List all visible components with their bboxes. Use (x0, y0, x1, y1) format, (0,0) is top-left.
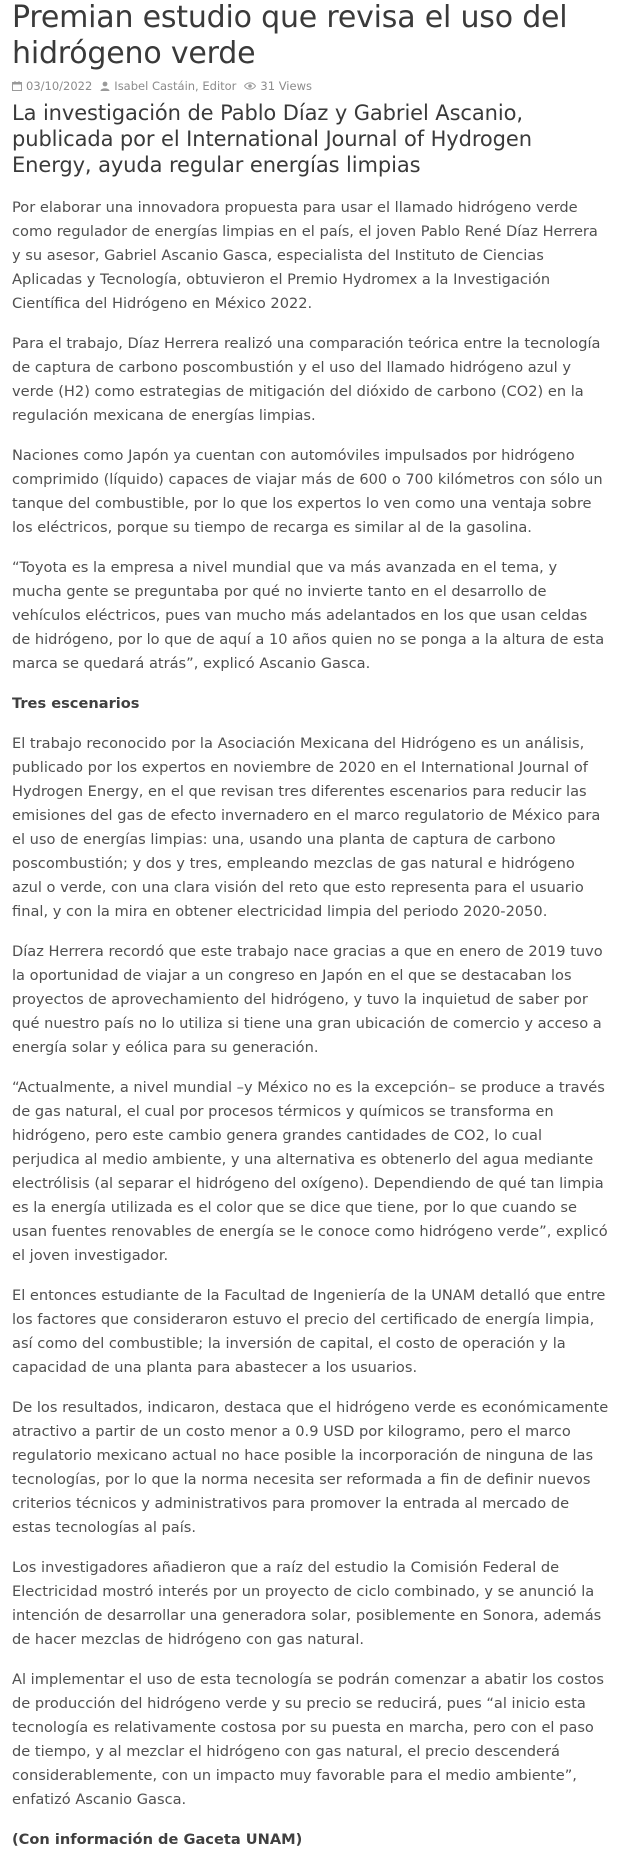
user-icon (100, 81, 110, 91)
calendar-icon (12, 81, 22, 91)
meta-author-text: Isabel Castáin, Editor (114, 79, 237, 93)
meta-views-text: 31 Views (260, 79, 312, 93)
meta-author[interactable] (100, 78, 236, 94)
paragraph: De los resultados, indicaron, destaca que el hidrógeno verde es económicamente atractivo a partir de un costo menor a 0.9 USD por kilogramo, pero el marco regulatorio mexicano actual no hace posible la incorporación de ninguna de las tecnologías, por lo que la norma necesita ser reformada a fin de definir nuevos criterios técnicos y administrativos para promover la entrada al mercado de estas tecnologías al país. (12, 1399, 609, 1536)
paragraph: Los investigadores añadieron que a raíz del estudio la Comisión Federal de Electricidad mostró interés por un proyecto de ciclo combinado, y se anunció la intención de desarrollar una generadora solar, posiblemente en Sonora, además de hacer mezclas de hidrógeno con gas natural. (12, 1559, 602, 1648)
article-meta (12, 78, 609, 94)
paragraph: Para el trabajo, Díaz Herrera realizó una comparación teórica entre la tecnología de captura de carbono poscombustión y el uso del llamado hidrógeno azul y verde (H2) como estrategias de mitigación del dióxido de carbono (CO2) en la regulación mexicana de energías limpias. (12, 335, 601, 424)
paragraph: Naciones como Japón ya cuentan con automóviles impulsados por hidrógeno comprimido (líquido) capaces de viajar más de 600 o 700 kilómetros con sólo un tanque del combustible, por lo que los expertos lo ven como una ventaja sobre los eléctricos, porque su tiempo de recarga es similar al de la gasolina. (12, 447, 603, 536)
meta-views (244, 78, 312, 94)
section-heading: Tres escenarios (12, 695, 140, 712)
meta-date-text: 03/10/2022 (26, 79, 93, 93)
article-title: Premian estudio que revisa el uso del hidrógeno verde (12, 0, 568, 71)
paragraph: Díaz Herrera recordó que este trabajo nace gracias a que en enero de 2019 tuvo la oportunidad de viajar a un congreso en Japón en el que se destacaban los proyectos de aprovechamiento del hidrógeno, y tuvo la inquietud de saber por qué nuestro país no lo utiliza si tiene una gran ubicación de comercio y acceso a energía solar y eólica para su generación. (12, 943, 603, 1056)
meta-date[interactable] (12, 78, 92, 94)
paragraph: El trabajo reconocido por la Asociación Mexicana del Hidrógeno es un análisis, publicado por los expertos en noviembre de 2020 en el International Journal of Hydrogen Energy, en el que revisan tres diferentes escenarios para reducir las emisiones del gas de efecto invernadero en el marco regulatorio de México para el uso de energías limpias: una, usando una planta de captura de carbono poscombustión; y dos y tres, empleando mezclas de gas natural e hidrógeno azul o verde, con una clara visión del reto que esto representa para el usuario final, y con la mira en obtener electricidad limpia del periodo 2020-2050. (12, 735, 601, 920)
eye-icon (244, 81, 256, 91)
paragraph: Por elaborar una innovadora propuesta para usar el llamado hidrógeno verde como regulador de energías limpias en el país, el joven Pablo René Díaz Herrera y su asesor, Gabriel Ascanio Gasca, especialista del Instituto de Ciencias Aplicadas y Tecnología, obtuvieron el Premio Hydromex a la Investigación Científica del Hidrógeno en México 2022. (12, 199, 598, 312)
article-subtitle: La investigación de Pablo Díaz y Gabriel Ascanio, publicada por el International Journal of Hydrogen Energy, ayuda regular energías limpias (12, 101, 532, 177)
source-note: (Con información de Gaceta UNAM) (12, 1831, 303, 1848)
article-body (12, 196, 609, 1852)
paragraph: “Actualmente, a nivel mundial –y México no es la excepción– se produce a través de gas natural, el cual por procesos térmicos y químicos se transforma en hidrógeno, pero este cambio genera grandes cantidades de CO2, lo cual perjudica al medio ambiente, y una alternativa es obtenerlo del agua mediante electrólisis (al separar el hidrógeno del oxígeno). Dependiendo de qué tan limpia es la energía utilizada es el color que se dice que tiene, por lo que cuando se usan fuentes renovables de energía se le conoce como hidrógeno verde”, explicó el joven investigador. (12, 1079, 608, 1264)
paragraph: El entonces estudiante de la Facultad de Ingeniería de la UNAM detalló que entre los factores que consideraron estuvo el precio del certificado de energía limpia, así como del combustible; la inversión de capital, el costo de operación y la capacidad de una planta para abastecer a los usuarios. (12, 1287, 606, 1376)
paragraph: Al implementar el uso de esta tecnología se podrán comenzar a abatir los costos de producción del hidrógeno verde y su precio se reducirá, pues “al inicio esta tecnología es relativamente costosa por su puesta en marcha, pero con el paso de tiempo, y al mezclar el hidrógeno con gas natural, el precio descenderá considerablemente, con un impacto muy favorable para el medio ambiente”, enfatizó Ascanio Gasca. (12, 1671, 604, 1808)
paragraph: “Toyota es la empresa a nivel mundial que va más avanzada en el tema, y mucha gente se preguntaba por qué no invierte tanto en el desarrollo de vehículos eléctricos, pues van mucho más adelantados en los que usan celdas de hidrógeno, por lo que de aquí a 10 años quien no se ponga a la altura de esta marca se quedará atrás”, explicó Ascanio Gasca. (12, 559, 605, 672)
